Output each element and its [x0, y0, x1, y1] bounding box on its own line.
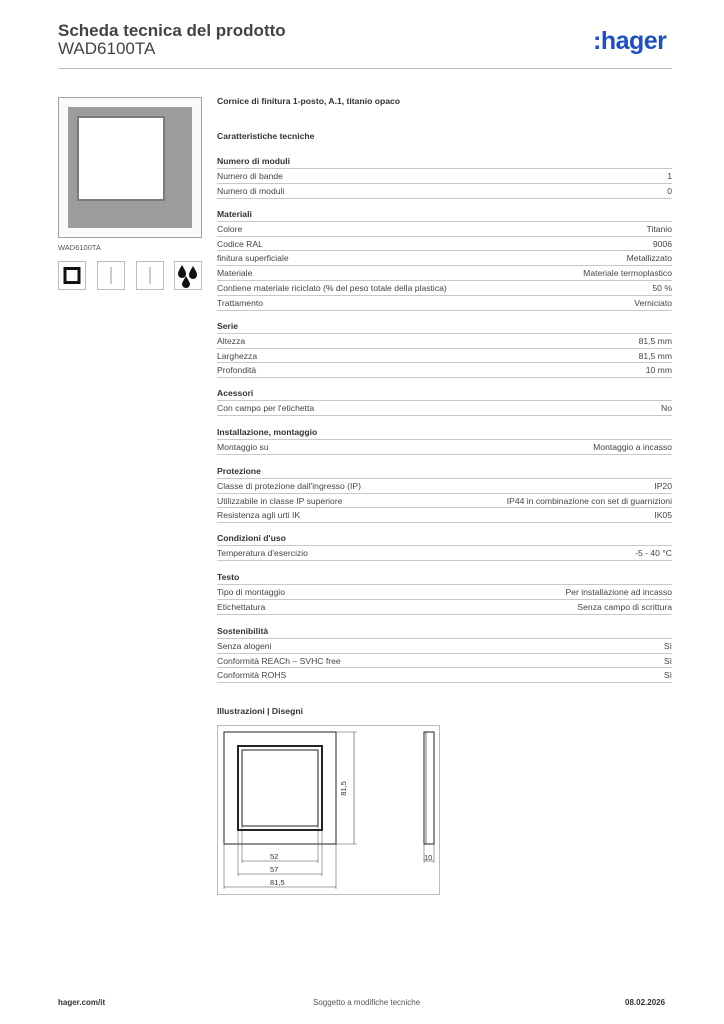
spec-key: Materiale	[217, 268, 253, 279]
spec-row	[217, 221, 672, 236]
spec-key: finitura superficiale	[217, 253, 289, 264]
spec-value: IP44 in combinazione con set di guarnizioni	[506, 495, 672, 506]
square-frame-icon	[58, 261, 86, 290]
spec-row	[217, 478, 672, 493]
spec-section-title: Condizioni d'uso	[217, 533, 286, 543]
spec-value: 81,5 mm	[638, 336, 672, 346]
spec-key: Utilizzabile in classe IP superiore	[217, 495, 343, 506]
spec-value: Per installazione ad incasso	[565, 587, 672, 597]
spec-key: Resistenza agli urti IK	[217, 510, 301, 521]
spec-value: 10 mm	[645, 365, 672, 376]
frame-opening	[77, 116, 165, 201]
spec-key: Con campo per l'etichetta	[217, 403, 315, 413]
spec-section-title: Installazione, montaggio	[217, 427, 318, 437]
spec-value: Titanio	[646, 224, 672, 234]
footer-date: 08.02.2026	[625, 998, 666, 1007]
spec-key: Larghezza	[217, 350, 258, 361]
spec-value: 0	[667, 185, 672, 196]
dim-outer-label: 81,5	[270, 878, 285, 887]
spec-row	[217, 545, 672, 561]
spec-row	[217, 653, 672, 668]
dim-height-label: 81,5	[338, 781, 348, 796]
front-middle-outline	[238, 746, 322, 830]
spec-value: Sì	[663, 670, 672, 681]
spec-key: Classe di protezione dall'ingresso (IP)	[217, 481, 361, 491]
spec-value: Metallizzato	[626, 253, 672, 264]
spec-key: Colore	[217, 224, 243, 234]
spec-row	[217, 584, 672, 599]
side-view-outline	[424, 732, 434, 844]
spec-value: Montaggio a incasso	[593, 442, 672, 452]
page-title: Scheda tecnica del prodotto	[58, 21, 286, 40]
spec-value: Verniciato	[634, 297, 672, 308]
spec-row	[217, 250, 672, 265]
spec-key: Contiene materiale riciclato (% del peso totale della plastica)	[217, 282, 447, 293]
vertical-line-icon	[97, 261, 125, 290]
spec-value: IK05	[654, 510, 672, 521]
spec-row	[217, 183, 672, 199]
spec-section-title: Materiali	[217, 209, 252, 219]
spec-section-title: Numero di moduli	[217, 156, 291, 166]
spec-row	[217, 493, 672, 508]
spec-key: Temperatura d'esercizio	[217, 548, 308, 558]
specs-title: Caratteristiche tecniche	[217, 131, 315, 141]
footer-note: Soggetto a modifiche tecniche	[313, 998, 421, 1007]
spec-key: Etichettatura	[217, 601, 266, 612]
spec-value: -5 - 40 °C	[635, 548, 672, 558]
dimension-drawing	[217, 725, 440, 895]
product-code-heading: WAD6100TA	[58, 39, 156, 58]
spec-key: Numero di moduli	[217, 185, 285, 196]
spec-value: Sì	[663, 641, 672, 651]
spec-value: 50 %	[652, 282, 672, 293]
spec-key: Trattamento	[217, 297, 264, 308]
spec-key: Profondità	[217, 365, 257, 376]
spec-key: Conformità REACh – SVHC free	[217, 655, 341, 666]
spec-value: Materiale termoplastico	[583, 268, 672, 279]
spec-row	[217, 599, 672, 615]
water-drops-icon	[174, 261, 202, 290]
hager-logo: :hager	[593, 27, 667, 55]
spec-section-title: Acessori	[217, 388, 254, 398]
spec-key: Senza alogeni	[217, 641, 272, 651]
spec-row	[217, 348, 672, 363]
image-caption: WAD6100TA	[58, 243, 101, 252]
spec-value: No	[661, 403, 672, 413]
spec-key: Montaggio su	[217, 442, 269, 452]
spec-value: 81,5 mm	[638, 350, 672, 361]
spec-value: Sì	[663, 655, 672, 666]
product-description: Cornice di finitura 1-posto, A.1, titanio opaco	[217, 96, 401, 106]
spec-row	[217, 362, 672, 378]
footer-website[interactable]: hager.com/it	[58, 998, 106, 1007]
spec-row	[217, 280, 672, 295]
spec-value: Senza campo di scrittura	[577, 601, 672, 612]
spec-key: Altezza	[217, 336, 246, 346]
spec-section-title: Sostenibilità	[217, 626, 269, 636]
illustrations-title: Illustrazioni | Disegni	[217, 706, 303, 716]
spec-row	[217, 333, 672, 348]
spec-row	[217, 295, 672, 311]
product-image	[58, 97, 202, 238]
spec-value: IP20	[654, 481, 672, 491]
spec-key: Conformità ROHS	[217, 670, 287, 681]
spec-value: 1	[667, 171, 672, 181]
spec-row	[217, 439, 672, 455]
spec-key: Tipo di montaggio	[217, 587, 285, 597]
spec-row	[217, 236, 672, 251]
spec-section-title: Testo	[217, 572, 240, 582]
spec-key: Numero di bande	[217, 171, 283, 181]
spec-row	[217, 168, 672, 183]
spec-section-title: Serie	[217, 321, 239, 331]
dim-inner-label: 52	[270, 852, 279, 861]
vertical-line-icon	[136, 261, 164, 290]
spec-row	[217, 400, 672, 416]
front-inner-outline	[242, 750, 318, 826]
spec-section-title: Protezione	[217, 466, 261, 476]
spec-row	[217, 638, 672, 653]
dim-middle-label: 57	[270, 865, 279, 874]
spec-row	[217, 667, 672, 683]
spec-key: Codice RAL	[217, 238, 263, 249]
front-outer-outline	[224, 732, 336, 844]
spec-row	[217, 265, 672, 280]
spec-value: 9006	[652, 238, 672, 249]
dim-depth-label: 10	[424, 853, 433, 862]
header-divider	[58, 68, 672, 69]
spec-row	[217, 507, 672, 523]
